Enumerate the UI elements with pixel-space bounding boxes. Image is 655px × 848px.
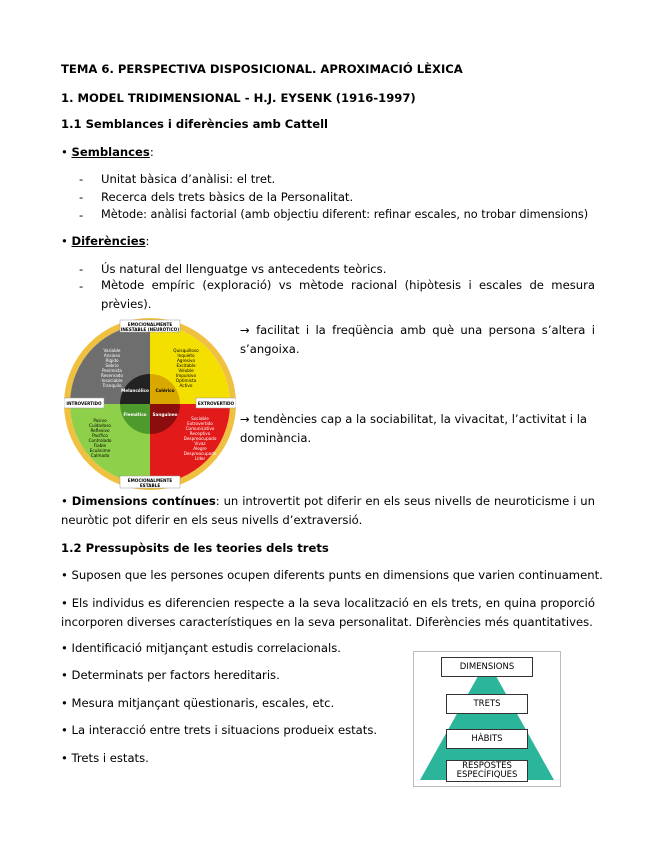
traits-choleric: Quisquilloso Inquieto Agresivo Excitable Voluble Impulsivo Optimista Activo [173,348,199,388]
diferencies-label: Diferències [71,234,146,248]
wheel-label-bottom: EMOCIONALMENTE ESTABLE [127,478,173,488]
dimensions-label: Dimensions contínues [71,494,216,508]
eysenck-wheel-diagram [64,318,236,490]
assumption-paragraph: • Suposen que les persones ocupen diferents punts en dimensions que varien continuament. [61,568,603,582]
semblances-item: Recerca dels trets bàsics de la Personalitat. [101,190,354,204]
dash-marker: - [79,262,84,276]
diferencies-item: Mètode empíric (exploració) vs mètode racional (hipòtesis i escales de mesura prèvies). [101,278,595,311]
dash-marker: - [79,190,84,204]
pyramid-level-habits: HÀBITS [446,729,528,749]
semblances-label: Semblances [71,145,150,159]
document-title: TEMA 6. PERSPECTIVA DISPOSICIONAL. APROXIMACIÓ LÈXICA [61,62,463,76]
wheel-label-top: EMOCIONALMENTE INESTABLE (NEURÓTICO) [120,322,180,332]
semblances-item: Unitat bàsica d’anàlisi: el tret. [101,172,276,186]
semblances-heading: • Semblances: [61,145,154,159]
assumption-bullet: • Identificació mitjançant estudis correlacionals. [61,641,341,655]
assumption-bullet: • La interacció entre trets i situacions produeix estats. [61,723,378,737]
note-neuroticism: → facilitat i la freqüència amb què una persona s’altera i s’angoixa. [240,323,595,356]
assumption-bullet: • Mesura mitjançant qüestionaris, escales, etc. [61,696,335,710]
pyramid-level-responses: RESPOSTES ESPECÍFIQUES [446,760,528,782]
dimensions-text: : un introvertit pot diferir en els seus nivells de neuroticisme i un neuròtic pot diferir en els seus nivells d’extraversió. [61,494,595,527]
diferencies-heading: • Diferències: [61,234,150,248]
dash-marker: - [79,172,84,186]
pyramid-level-traits: TRETS [446,694,528,714]
semblances-item: Mètode: anàlisi factorial (amb objectiu diferent: refinar escales, no trobar dimensions) [101,208,589,221]
dash-marker: - [79,208,84,222]
note-extraversion: → tendències cap a la sociabilitat, la vivacitat, l’activitat i la dominància. [240,412,588,445]
subsection-heading: 1.1 Semblances i diferències amb Cattell [61,117,329,131]
dimensions-paragraph: • Dimensions contínues: un introvertit pot diferir en els seus nivells de neuroticisme i un neuròtic pot diferir en els seus nivells d’extraversió. [61,494,595,527]
center-label-choleric: Colérico [155,388,175,393]
traits-phlegmatic: Pasivo Cuidadoso Reflexivo Pacífico Controlado Fiable Ecuánime Calmado [88,418,112,458]
diferencies-item: Ús natural del llenguatge vs antecedents teòrics. [101,262,387,276]
center-label-phlegmatic: Flemático [123,412,147,417]
assumption-paragraph: • Els individus es diferencien respecte a la seva localització en els trets, en quina proporció incorporen diverses característiques en la seva personalitat. Diferències més quantitatives. [61,596,595,629]
section-heading: 1. MODEL TRIDIMENSIONAL - H.J. EYSENK (1916-1997) [61,91,416,105]
traits-melancholic: Variable Ansioso Rígido Sobrio Pesimista Reservado Insociable Tranquilo [100,348,124,388]
wheel-label-right: EXTROVERTIDO [197,401,235,406]
dash-marker: - [79,279,84,293]
trait-pyramid-diagram [413,651,561,787]
assumption-bullet: • Trets i estats. [61,751,149,765]
traits-sanguine: Sociable Extrovertido Comunicativo Receptivo Despreocupado Vivaz Alegre Despreocupado Líder [183,416,217,461]
wheel-label-left: INTROVERTIDO [66,401,102,406]
pyramid-level-dimensions: DIMENSIONS [441,657,533,677]
center-label-melancholic: Melancólico [121,388,149,393]
subsection-heading-2: 1.2 Pressupòsits de les teories dels trets [61,541,329,555]
assumption-bullet: • Determinats per factors hereditaris. [61,668,280,682]
center-label-sanguine: Sanguíneo [152,412,178,417]
